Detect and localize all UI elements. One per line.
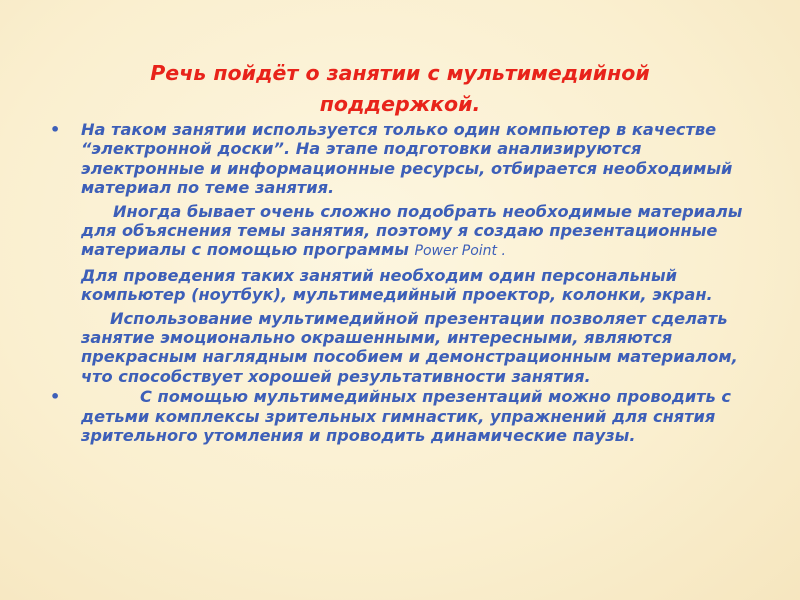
slide-body: [50, 120, 750, 446]
paragraph-text: Иногда бывает очень сложно подобрать необходимые материалы для объяснения темы занятия, поэтому я создаю презентационные материалы с помощью программы: [81, 201, 743, 260]
bullet-icon: •: [50, 387, 61, 407]
paragraph: [81, 202, 750, 262]
paragraph: С помощью мультимедийных презентаций можно проводить с детьми комплексы зрительных гимнастик, упражнений для снятия зрительного утомления и проводить динамические паузы.: [81, 387, 732, 446]
paragraph: Для проведения таких занятий необходим один персональный компьютер (ноутбук), мультимедийный проектор, колонки, экран.: [81, 265, 713, 305]
slide-title: Речь пойдёт о занятии с мультимедийной поддержкой.: [150, 61, 650, 116]
bullet-icon: •: [50, 120, 61, 139]
paragraph: Использование мультимедийной презентации позволяет сделать занятие эмоционально окрашенными, интересными, являются прекрасным наглядным пособием и демонстрационным материалом, что способствует хорошей результативности занятия.: [81, 308, 738, 386]
list-item: [50, 387, 750, 445]
program-name: Power Point .: [414, 243, 506, 260]
paragraph: На таком занятии используется только один компьютер в качестве “электронной доски”. На этапе подготовки анализируются электронные и информационные ресурсы, отбирается необходимый материал по теме занятия.: [81, 120, 733, 198]
list-item: [50, 120, 750, 386]
